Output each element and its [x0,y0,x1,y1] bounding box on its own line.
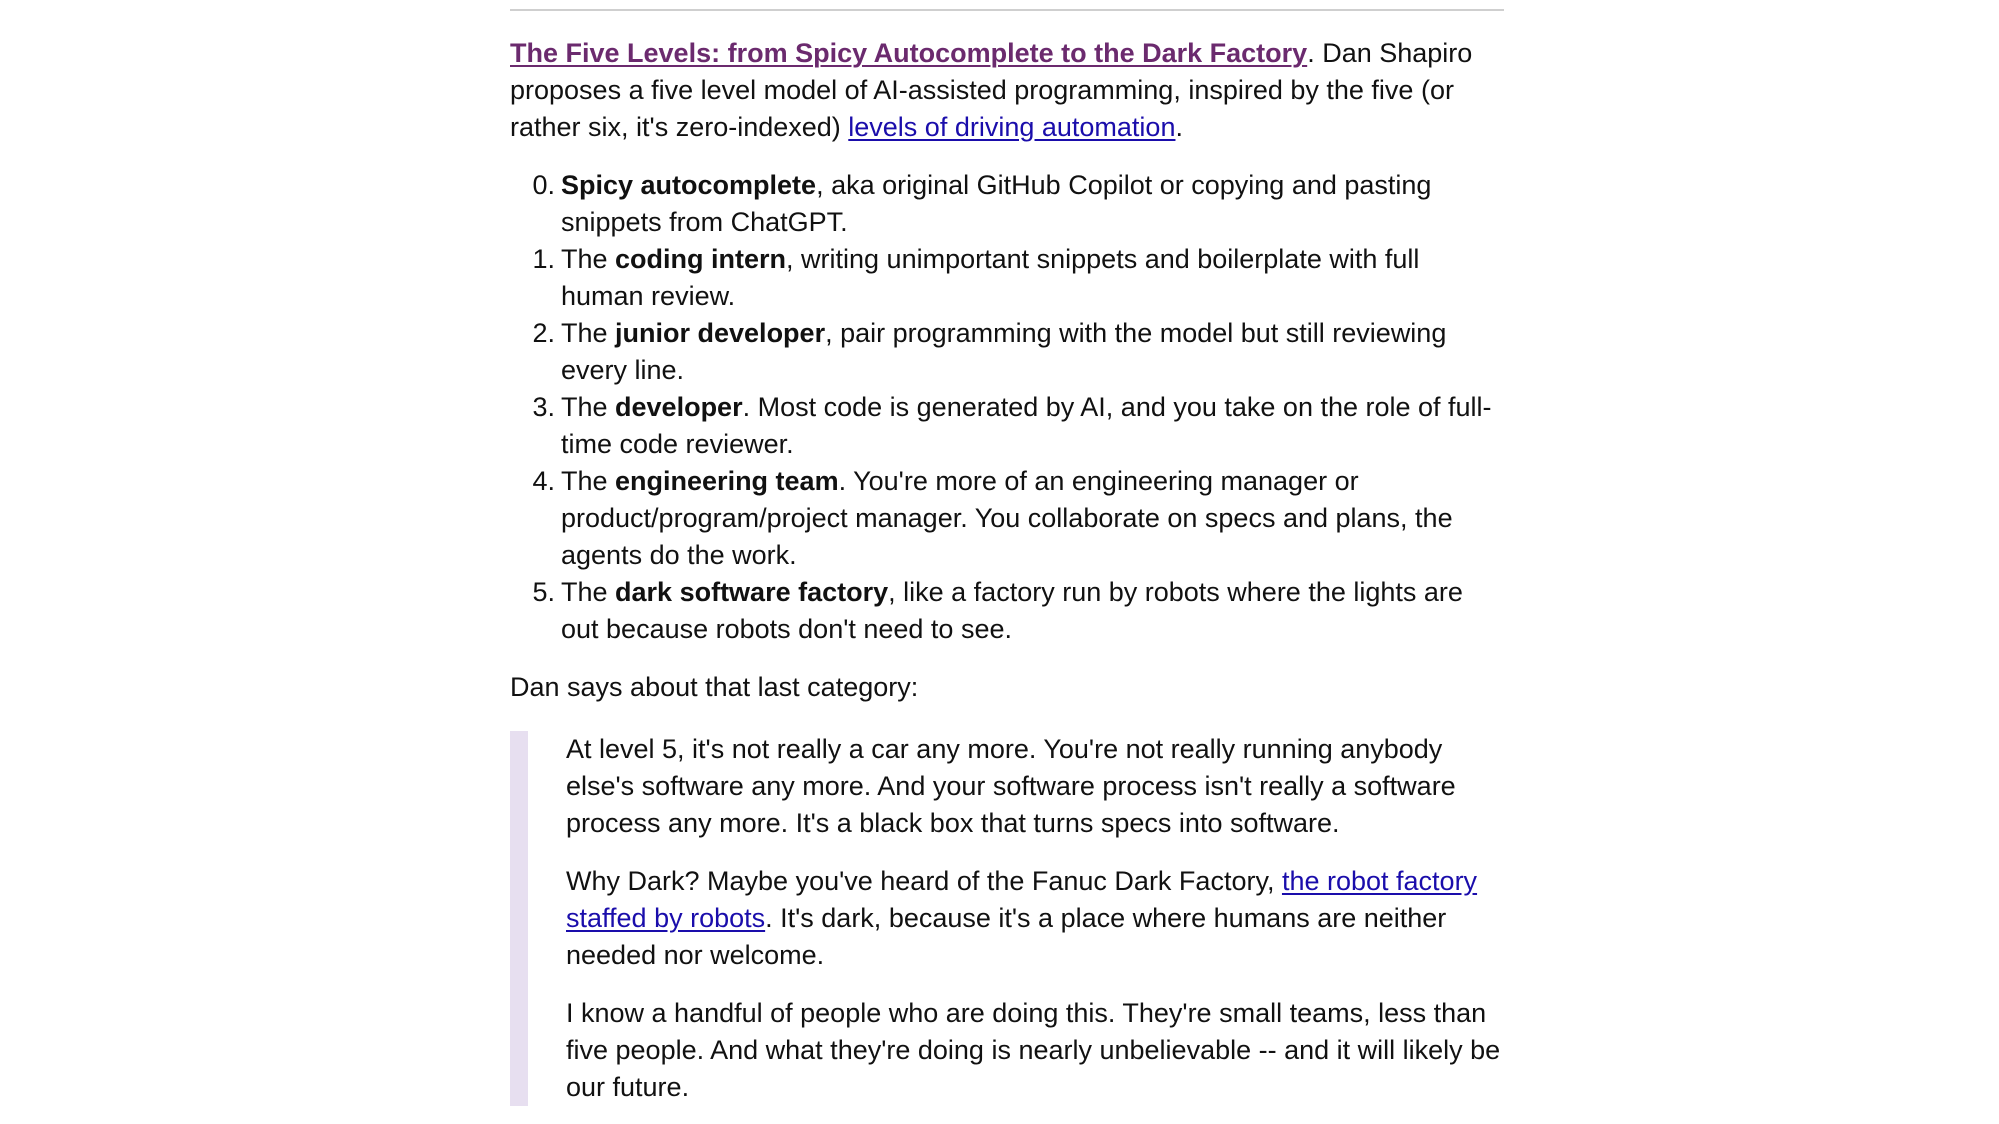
top-divider [510,9,1504,11]
list-number: 1. [532,244,555,274]
quote-text: Why Dark? Maybe you've heard of the Fanuc Dark Factory, [566,866,1282,896]
list-number: 0. [532,170,555,200]
list-item [532,389,1504,463]
level-name: developer [615,392,743,422]
list-item [532,315,1504,389]
level-description: . You're more of an engineering manager or product/program/project manager. You collaborate on specs and plans, the agents do the work. [561,466,1453,570]
level-name: coding intern [615,244,787,274]
level-name: junior developer [615,318,826,348]
level-description: , like a factory run by robots where the lights are out because robots don't need to see. [561,577,1463,644]
list-item [532,463,1504,574]
intro-text: . Dan Shapiro proposes a five level model of AI-assisted programming, inspired by the five (or rather six, it's zero-indexed) [510,38,1473,142]
blockquote [510,731,1504,1106]
quote-text: . It's dark, because it's a place where humans are neither needed nor welcome. [566,903,1447,970]
list-item [532,574,1504,648]
level-name: dark software factory [615,577,889,607]
article [510,0,1504,1106]
level-description: . Most code is generated by AI, and you take on the role of full-time code reviewer. [561,392,1492,459]
list-number: 4. [532,466,555,496]
list-prefix: The [561,318,616,348]
intro-paragraph [510,35,1504,146]
level-name: engineering team [615,466,839,496]
level-description: , writing unimportant snippets and boilerplate with full human review. [561,244,1420,311]
level-description: , aka original GitHub Copilot or copying and pasting snippets from ChatGPT. [561,170,1432,237]
list-item [532,167,1504,241]
list-prefix: The [561,244,616,274]
list-number: 5. [532,577,555,607]
quote-paragraph-1: At level 5, it's not really a car any more. You're not really running anybody else's software any more. And your software process isn't really a software process any more. It's a black box that turns specs into software. [566,734,1456,838]
intro-period: . [1175,112,1183,142]
level-description: , pair programming with the model but still reviewing every line. [561,318,1447,385]
level-name: Spicy autocomplete [561,170,817,200]
list-prefix: The [561,392,616,422]
quote-paragraph-2 [566,863,1504,974]
list-number: 3. [532,392,555,422]
quote-intro: Dan says about that last category: [510,672,919,702]
quote-paragraph-3: I know a handful of people who are doing this. They're small teams, less than five people. And what they're doing is nearly unbelievable -- and it will likely be our future. [566,998,1501,1102]
article-title-link[interactable]: The Five Levels: from Spicy Autocomplete to the Dark Factory [510,38,1308,68]
list-prefix: The [561,577,616,607]
list-item [532,241,1504,315]
list-number: 2. [532,318,555,348]
driving-automation-link[interactable]: levels of driving automation [848,112,1176,142]
levels-list [510,167,1504,648]
list-prefix: The [561,466,616,496]
robot-factory-link[interactable]: the robot factory staffed by robots [566,866,1478,933]
